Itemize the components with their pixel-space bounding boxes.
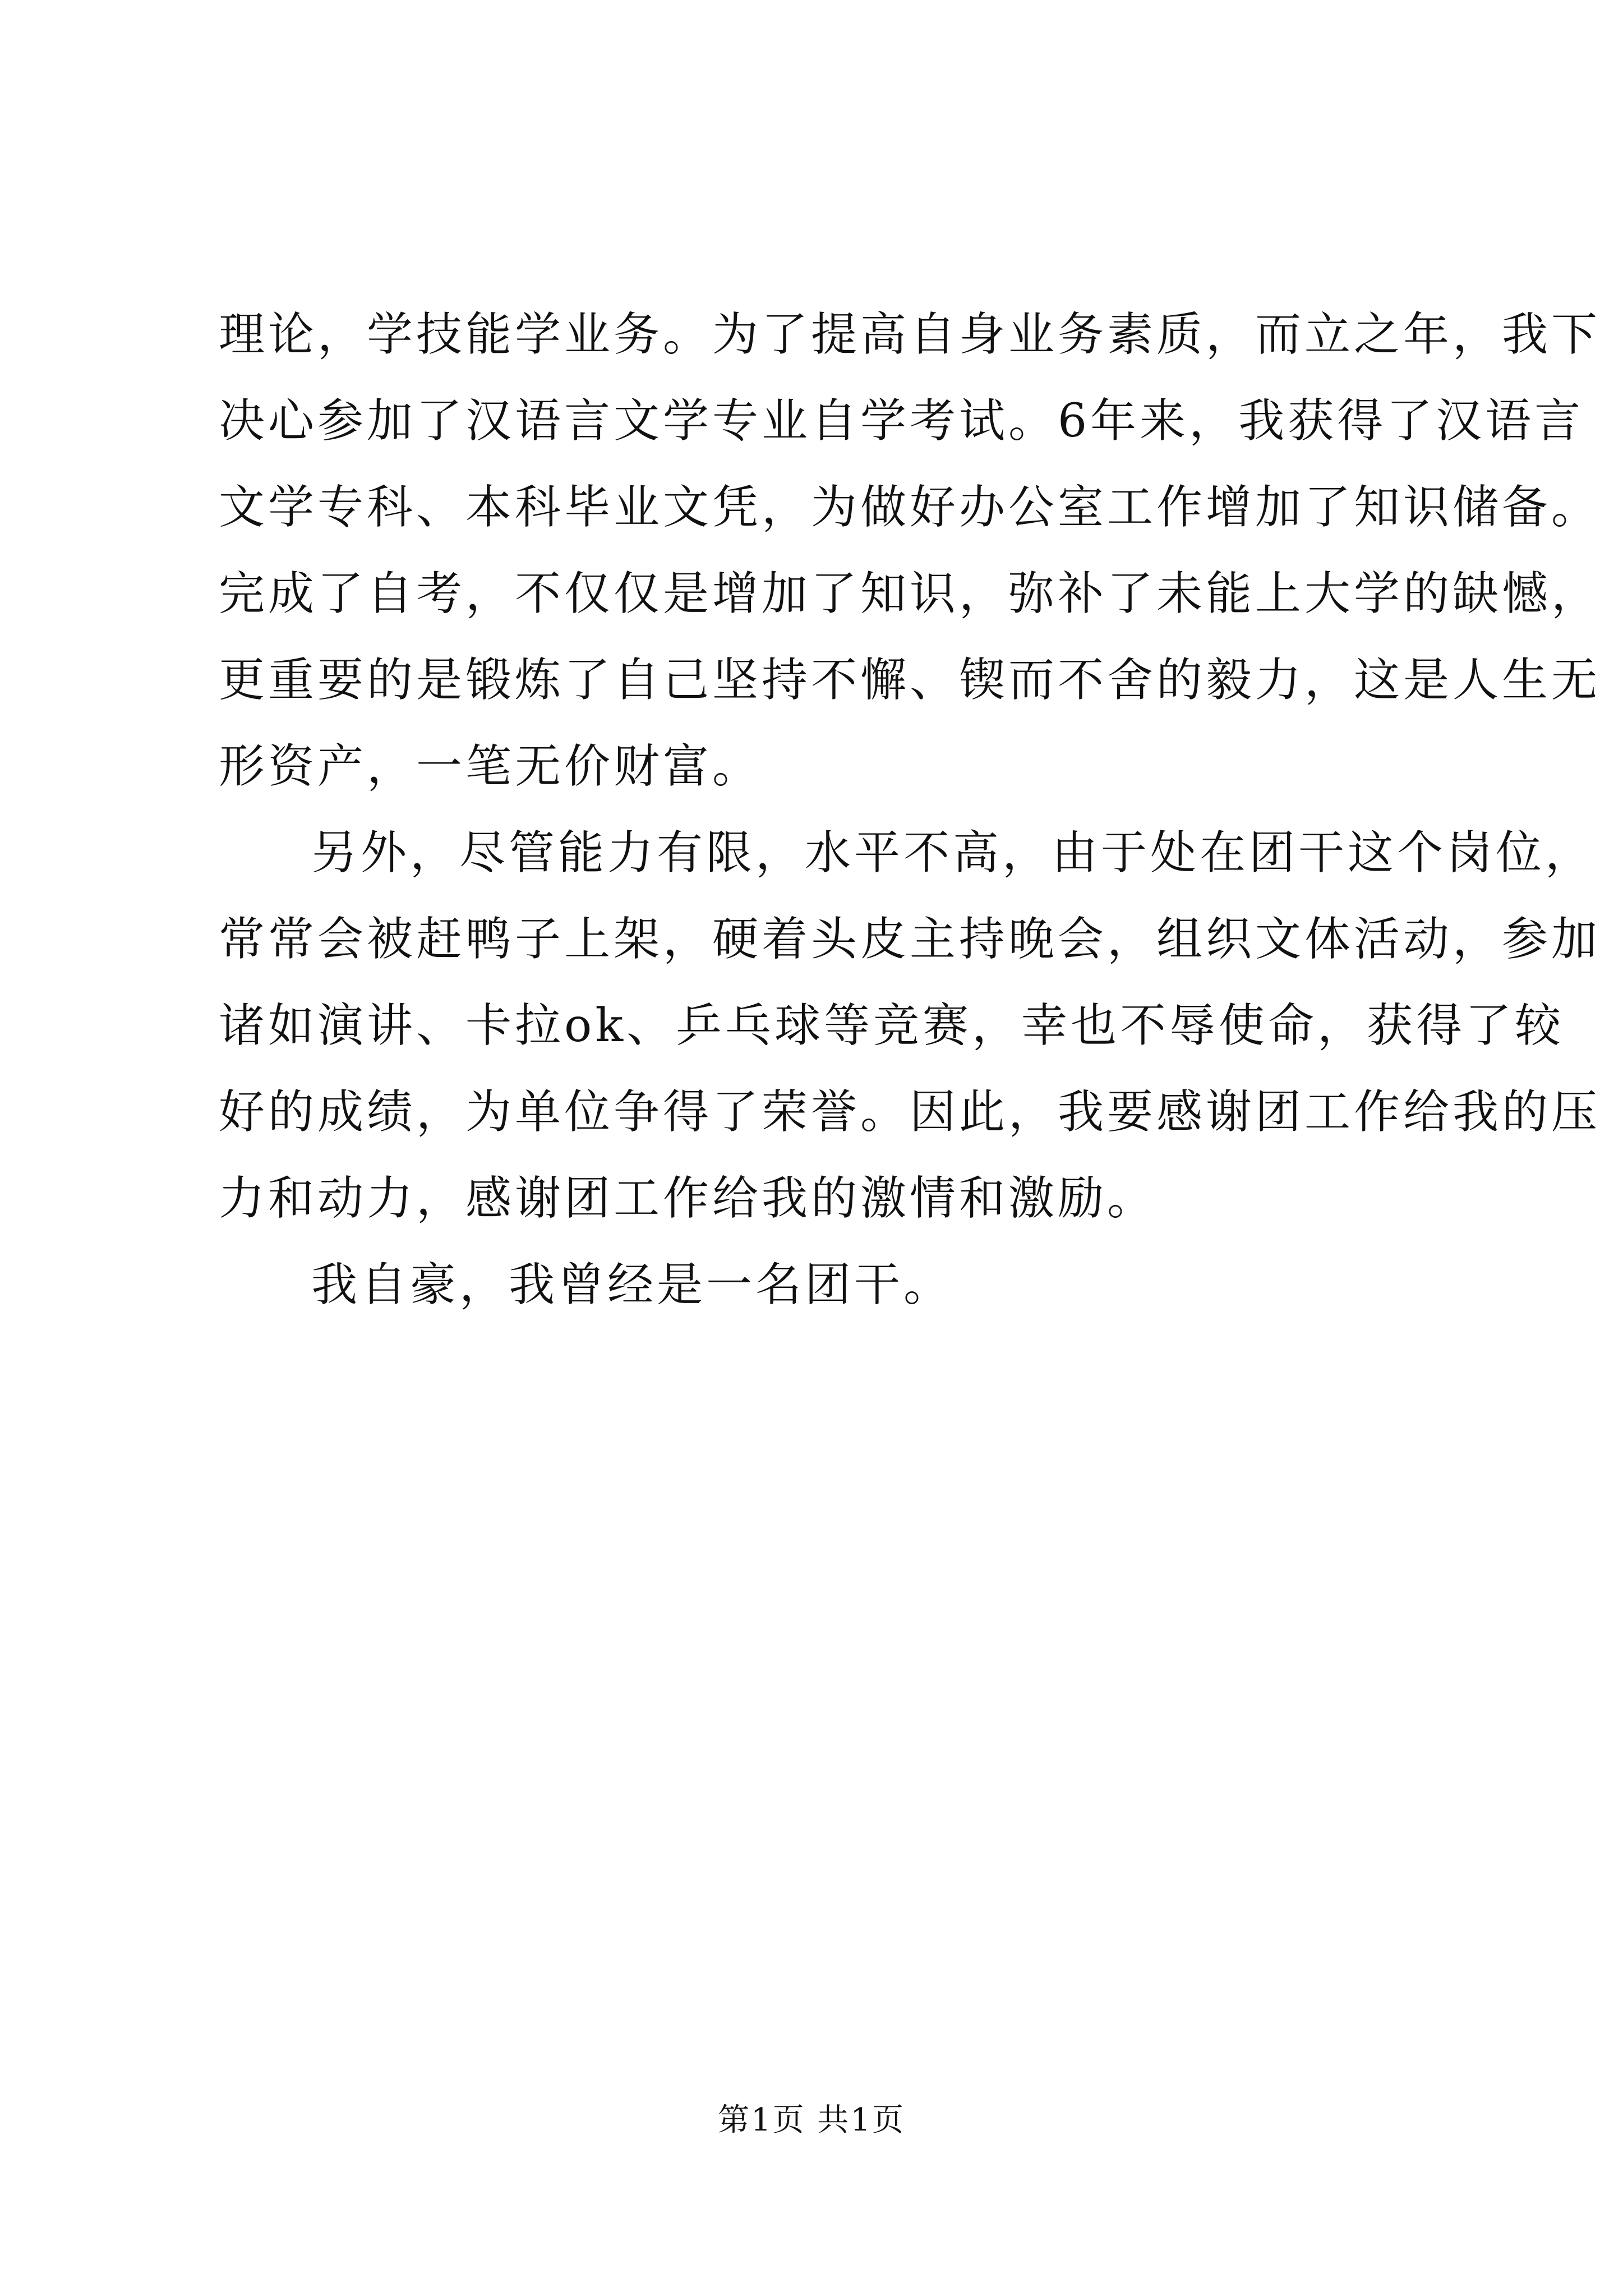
paragraph-line: 另外，尽管能力有限，水平不高，由于处在团干这个岗位， [311,826,1595,880]
paragraph-line: 决心参加了汉语言文学专业自学考试。6年来，我获得了汉语言 [219,394,1584,448]
paragraph-line: 完成了自考，不仅仅是增加了知识，弥补了未能上大学的缺憾， [219,567,1601,620]
paragraph-line: 诸如演讲、卡拉ok、乒乓球等竞赛，幸也不辱使命，获得了较 [219,999,1565,1052]
document-body [219,292,1601,1328]
paragraph-line: 好的成绩，为单位争得了荣誉。因此，我要感谢团工作给我的压 [219,1085,1601,1139]
paragraph-line: 我自豪，我曾经是一名团干。 [311,1258,953,1312]
paragraph-line: 理论，学技能学业务。为了提高自身业务素质，而立之年，我下 [219,308,1601,361]
paragraph-line: 更重要的是锻炼了自己坚持不懈、锲而不舍的毅力，这是人生无 [219,654,1601,707]
page-footer: 第1页 共1页 [717,2102,906,2138]
paragraph-line: 常常会被赶鸭子上架，硬着头皮主持晚会，组织文体活动，参加 [219,913,1601,966]
paragraph-line: 形资产，一笔无价财富。 [219,740,762,793]
paragraph-line: 力和动力，感谢团工作给我的激情和激励。 [219,1172,1157,1225]
paragraph-line: 文学专科、本科毕业文凭，为做好办公室工作增加了知识储备。 [219,481,1601,534]
